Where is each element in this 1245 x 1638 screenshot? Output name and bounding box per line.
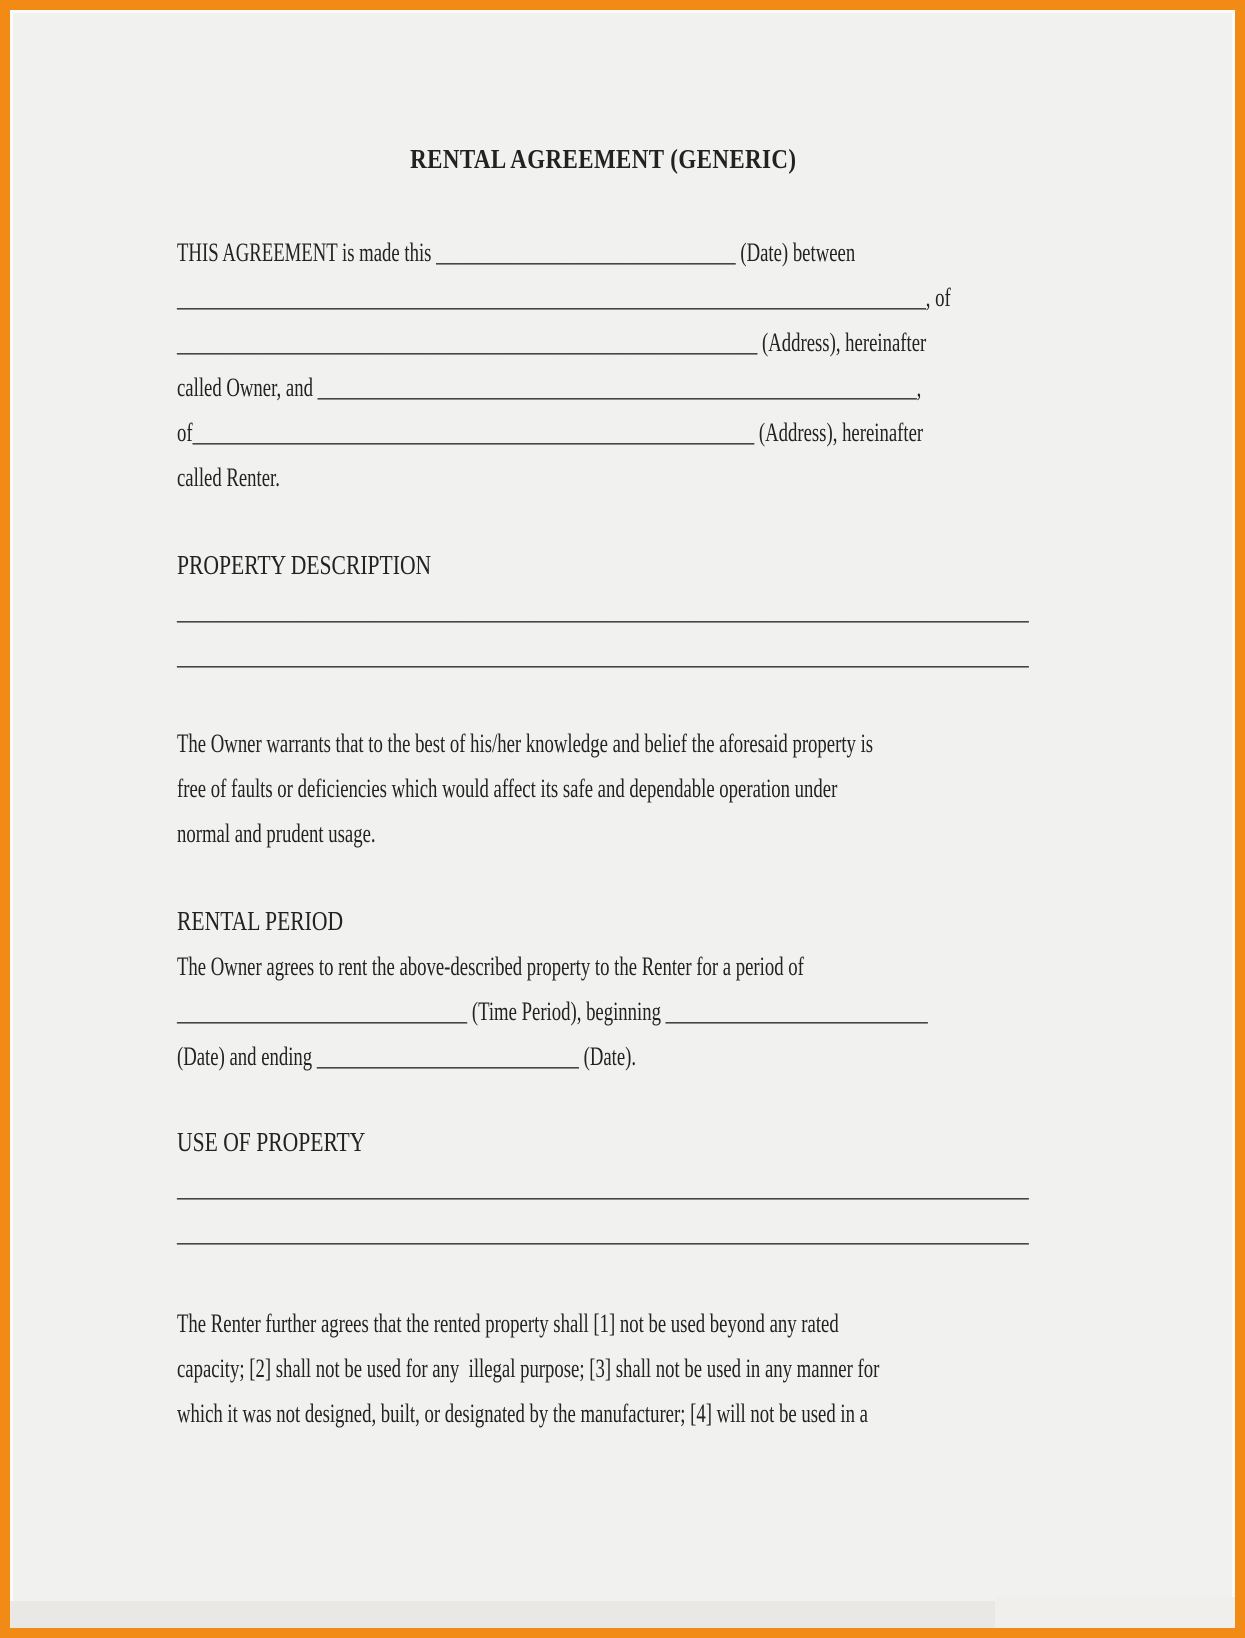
parties-line6-text: called Renter. xyxy=(177,463,280,492)
property-description-section xyxy=(177,543,1157,678)
use-of-property-heading: USE OF PROPERTY xyxy=(177,1127,366,1157)
renter-address-blank: ____________________________________________________________ xyxy=(192,418,755,447)
use-of-property-blank-1: ___________________________________________________________________________________________ xyxy=(177,1173,1029,1202)
renter-agreement-line-3: which it was not designed, built, or designated by the manufacturer; [4] will not be used in a xyxy=(177,1399,868,1428)
use-of-property-section xyxy=(177,1120,1157,1255)
parties-line-2 xyxy=(177,275,951,320)
parties-line-1 xyxy=(177,230,883,275)
parties-line-3 xyxy=(177,320,927,365)
rental-period-line-3 xyxy=(177,1034,883,1079)
page-title xyxy=(177,137,1030,182)
parties-line1-after: (Date) between xyxy=(735,238,856,267)
property-description-blank-2: ___________________________________________________________________________________________ xyxy=(177,641,1029,670)
parties-line5-after: (Address), hereinafter xyxy=(754,418,924,447)
parties-line4-text: called Owner, and xyxy=(177,373,318,402)
parties-line5-text: of xyxy=(177,418,193,447)
rental-period-line3-after: (Date). xyxy=(578,1042,637,1071)
begin-date-blank: ____________________________ xyxy=(665,997,928,1026)
owner-address-blank: ______________________________________________________________ xyxy=(177,328,758,357)
rental-period-line-1: The Owner agrees to rent the above-described property to the Renter for a period of xyxy=(177,952,804,981)
end-date-blank: ____________________________ xyxy=(316,1042,579,1071)
rental-period-line-2 xyxy=(177,989,928,1034)
renter-agreement-clause xyxy=(177,1301,1157,1436)
renter-agreement-line-2: capacity; [2] shall not be used for any illegal purpose; [3] shall not be used in any manner for xyxy=(177,1354,880,1383)
warranty-line-1: The Owner warrants that to the best of his/her knowledge and belief the aforesaid property is xyxy=(177,729,874,758)
rental-period-line3-text: (Date) and ending xyxy=(177,1042,317,1071)
parties-line3-after: (Address), hereinafter xyxy=(757,328,927,357)
owner-name-blank: ________________________________________________________________________________ xyxy=(177,283,926,312)
warranty-line-3: normal and prudent usage. xyxy=(177,819,376,848)
rental-period-line2-text: (Time Period), beginning xyxy=(467,997,666,1026)
use-of-property-blank-2: ___________________________________________________________________________________________ xyxy=(177,1218,1029,1247)
document-page xyxy=(177,0,1157,1436)
scan-artifact-patch xyxy=(995,1597,1235,1628)
rental-period-heading: RENTAL PERIOD xyxy=(177,906,344,936)
agreement-date-blank: ________________________________ xyxy=(436,238,736,267)
renter-name-blank: ________________________________________________________________ xyxy=(317,373,917,402)
parties-line4-after: , xyxy=(916,373,922,402)
parties-line1-text: THIS AGREEMENT is made this xyxy=(177,238,437,267)
rental-period-section xyxy=(177,899,1157,1079)
time-period-blank: _______________________________ xyxy=(177,997,468,1026)
property-description-heading: PROPERTY DESCRIPTION xyxy=(177,550,432,580)
parties-line-5 xyxy=(177,410,924,455)
warranty-line-2: free of faults or deficiencies which would affect its safe and dependable operation under xyxy=(177,774,838,803)
parties-line-4 xyxy=(177,365,922,410)
renter-agreement-line-1: The Renter further agrees that the rented property shall [1] not be used beyond any rated xyxy=(177,1309,839,1338)
property-description-blank-1: ___________________________________________________________________________________________ xyxy=(177,596,1029,625)
warranty-clause xyxy=(177,721,1157,856)
parties-line-6 xyxy=(177,455,883,500)
document-title: RENTAL AGREEMENT (GENERIC) xyxy=(410,144,797,174)
parties-clause xyxy=(177,230,1157,500)
parties-line2-after: , of xyxy=(925,283,951,312)
